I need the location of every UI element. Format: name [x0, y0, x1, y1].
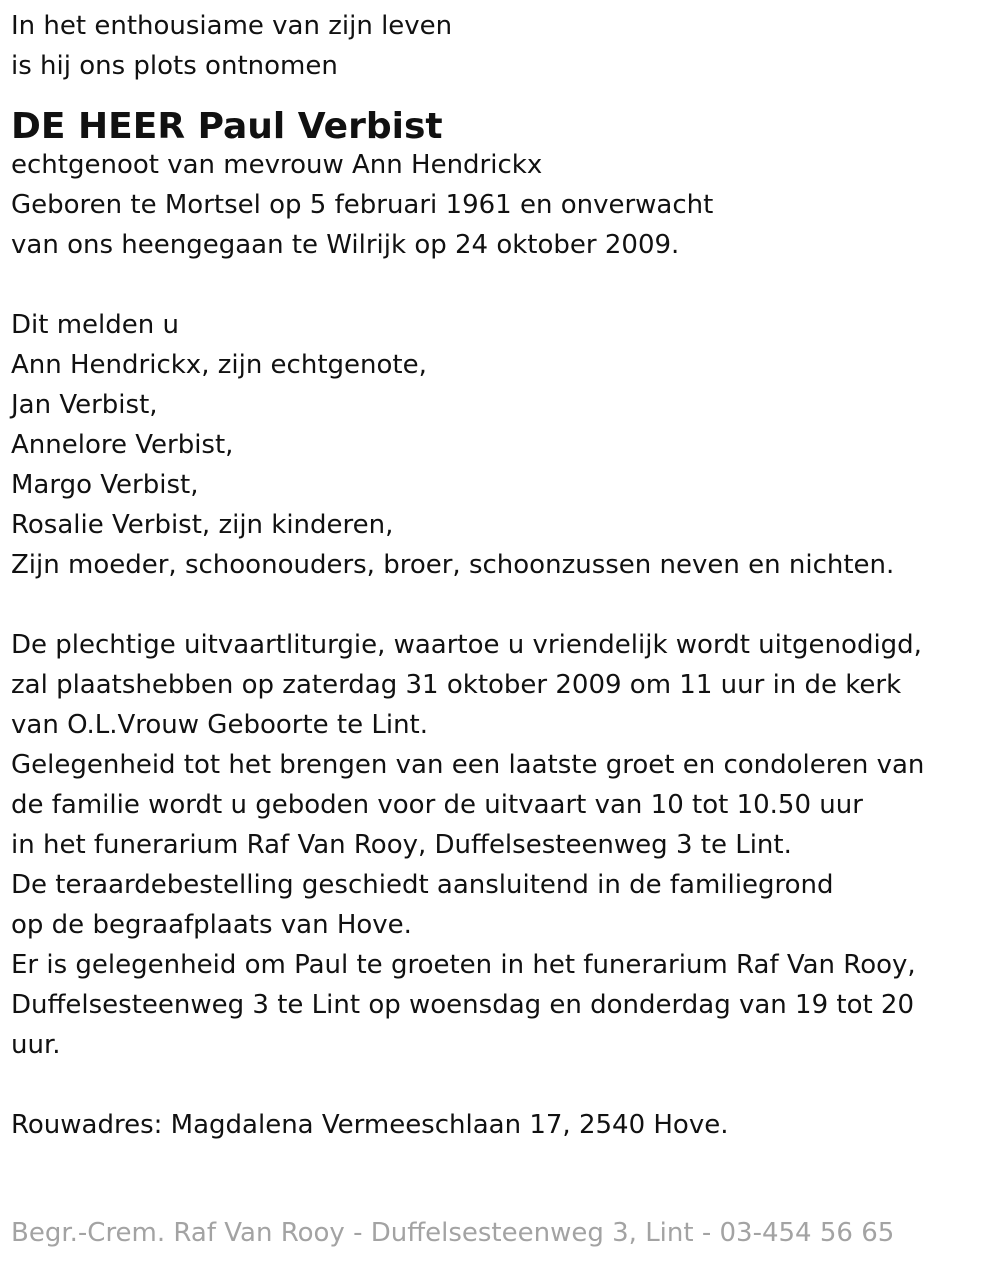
announcement-line: Margo Verbist,	[11, 470, 199, 500]
announcement-line: Zijn moeder, schoonouders, broer, schoonzussen neven en nichten.	[11, 550, 895, 580]
ceremony-line: op de begraafplaats van Hove.	[11, 910, 412, 940]
notice-content	[11, 0, 991, 1145]
announcement-line: Ann Hendrickx, zijn echtgenote,	[11, 350, 427, 380]
spacer	[11, 1065, 991, 1105]
ceremony-line: De teraardebestelling geschiedt aansluitend in de familiegrond	[11, 870, 834, 900]
ceremony-line: De plechtige uitvaartliturgie, waartoe u vriendelijk wordt uitgenodigd,	[11, 630, 922, 660]
announcement-line: Jan Verbist,	[11, 390, 158, 420]
ceremony-line: Gelegenheid tot het brengen van een laatste groet en condoleren van	[11, 750, 925, 780]
ceremony-line: zal plaatshebben op zaterdag 31 oktober 2009 om 11 uur in de kerk	[11, 670, 902, 700]
ceremony-line: van O.L.Vrouw Geboorte te Lint.	[11, 710, 429, 740]
intro-verse	[11, 0, 991, 86]
deceased-name-heading: DE HEER Paul Verbist	[11, 106, 443, 147]
intro-line: In het enthousiame van zijn leven	[11, 11, 453, 41]
announcement-line: Rosalie Verbist, zijn kinderen,	[11, 510, 394, 540]
mourning-address: Rouwadres: Magdalena Vermeeschlaan 17, 2540 Hove.	[11, 1110, 729, 1140]
announcement-line: Annelore Verbist,	[11, 430, 234, 460]
ceremony-line: Er is gelegenheid om Paul te groeten in het funerarium Raf Van Rooy,	[11, 950, 916, 980]
intro-line: is hij ons plots ontnomen	[11, 51, 338, 81]
funeral-home-footer: Begr.-Crem. Raf Van Rooy - Duffelsesteenweg 3, Lint - 03-454 56 65	[11, 1218, 895, 1248]
ceremony-line: in het funerarium Raf Van Rooy, Duffelsesteenweg 3 te Lint.	[11, 830, 792, 860]
ceremony-line: de familie wordt u geboden voor de uitvaart van 10 tot 10.50 uur	[11, 790, 863, 820]
ceremony-line: Duffelsesteenweg 3 te Lint op woensdag en donderdag van 19 tot 20	[11, 990, 915, 1020]
spacer	[11, 585, 991, 625]
announcement-line: Dit melden u	[11, 310, 179, 340]
detail-line: echtgenoot van mevrouw Ann Hendrickx	[11, 150, 543, 180]
family-announcement	[11, 305, 991, 585]
deceased-details	[11, 145, 991, 265]
ceremony-line: uur.	[11, 1030, 61, 1060]
detail-line: Geboren te Mortsel op 5 februari 1961 en onverwacht	[11, 190, 714, 220]
spacer	[11, 265, 991, 305]
ceremony-details	[11, 625, 991, 1065]
detail-line: van ons heengegaan te Wilrijk op 24 oktober 2009.	[11, 230, 680, 260]
